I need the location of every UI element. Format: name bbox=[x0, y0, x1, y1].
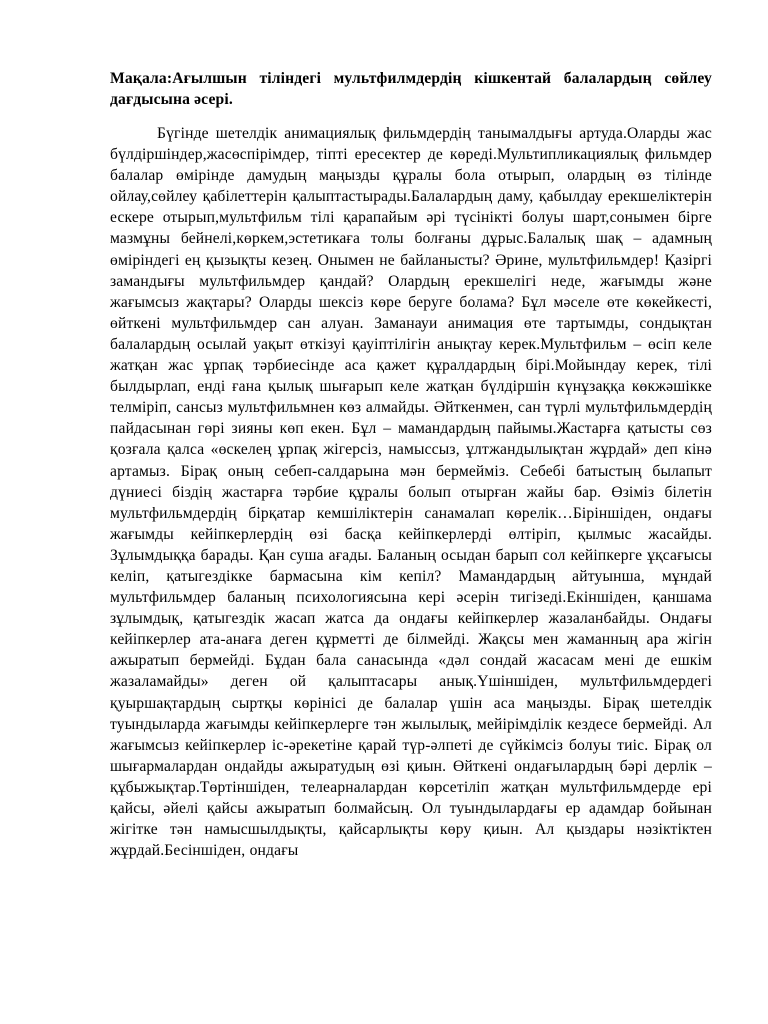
article-title: Мақала:Ағылшын тіліндегі мультфилмдердің кішкентай балалардың сөйлеу дағдысына әсері. bbox=[110, 70, 712, 108]
article-body-paragraph: Бүгінде шетелдік анимациялық фильмдердің танымалдығы артуда.Оларды жас бүлдіршіндер,жасөспірімдер, тіпті ересектер де көреді.Мультипликациялық фильмдер балалар өмірінде дамудың маңызды құралы бола отырып, олардың өз тілінде ойлау,сөйлеу қабілеттерін қалыптастырады.Балалардың даму, қабылдау ерекшеліктерін ескере отырып,мультфильм тілі қарапайым әрі түсінікті болуы шарт,сонымен бірге мазмұны бейнелі,көркем,эстетикаға толы болғаны дұрыс.Балалық шақ – адамның өміріндегі ең қызықты кезең. Онымен не байланысты? Әрине, мультфильмдер! Қазіргі замандығы мультфильмдер қандай? Олардың ерекшелігі неде, жағымды және жағымсыз жақтары? Оларды шексіз көре беруге болама? Бұл мәселе өте көкейкесті, өйткені мультфильмдер сан алуан. Заманауи анимация өте тартымды, сондықтан балалардың осылай уақыт өткізуі қауіптілігін анықтау керек.Мультфильм – өсіп келе жатқан жас ұрпақ тәрбиесінде аса қажет құралдардың бірі.Мойындау керек, тілі былдырлап, енді ғана қылық шығарып келе жатқан бүлдіршін күнұзаққа көкжәшікке телміріп, сансыз мультфильмнен көз алмайды. Әйткенмен, сан түрлі мультфильмдердің пайдасынан гөрі зияны көп екен. Бұл – мамандардың пайымы.Жастарға қатысты сөз қозғала қалса «өскелең ұрпақ жігерсіз, намыссыз, ұлтжандылықтан жұрдай» деп кінә артамыз. Бірақ оның себеп-салдарына мән бермейміз. Себебі батыстың былапыт дүниесі біздің жастарға тәрбие құралы болып отырған жайы бар. Өзіміз білетін мультфильмдердің бірқатар кемшіліктерін санамалап көрелік…Біріншіден, ондағы жағымды кейіпкерлердің өзі басқа кейіпкерлерді өлтіріп, қылмыс жасайды. Зұлымдыққа барады. Қан суша ағады. Баланың осыдан барып сол кейіпкерге ұқсағысы келіп, қатыгездікке бармасына кім кепіл? Мамандардың айтуынша, мұндай мультфильмдер баланың психологиясына кері әсерін тигізеді.Екіншіден, қаншама зұлымдық, қатыгездік жасап жатса да ондағы кейіпкерлер жазаланбайды. Ондағы кейіпкерлер ата-анаға деген құрметті де білмейді. Жақсы мен жаманның ара жігін ажыратып бермейді. Бұдан бала санасында «дәл сондай жасасам мені де ешкім жазаламайды» деген ой қалыптасары анық.Үшіншіден, мультфильмдердегі қуыршақтардың сыртқы көрінісі де балалар үшін аса маңызды. Бірақ шетелдік туындыларда жағымды кейіпкерлерге тән жылылық, мейірімділік кездесе бермейді. Ал жағымсыз кейіпкерлер іс-әрекетіне қарай түр-әлпеті де сүйкімсіз болуы тиіс. Бірақ ол шығармалардан ондайды ажыратудың өзі қиын. Өйткені ондағылардың бәрі дерлік – құбыжықтар.Төртіншіден, телеарналардан көрсетіліп жатқан мультфильмдерде ері қайсы, әйелі қайсы ажыратып болмайсың. Ол туындылардағы ер адамдар бойынан жігітке тән намысшылдықты, қайсарлықты көру қиын. Ал қыздары нәзіктіктен жұрдай.Бесіншіден, ондағы bbox=[110, 125, 712, 860]
